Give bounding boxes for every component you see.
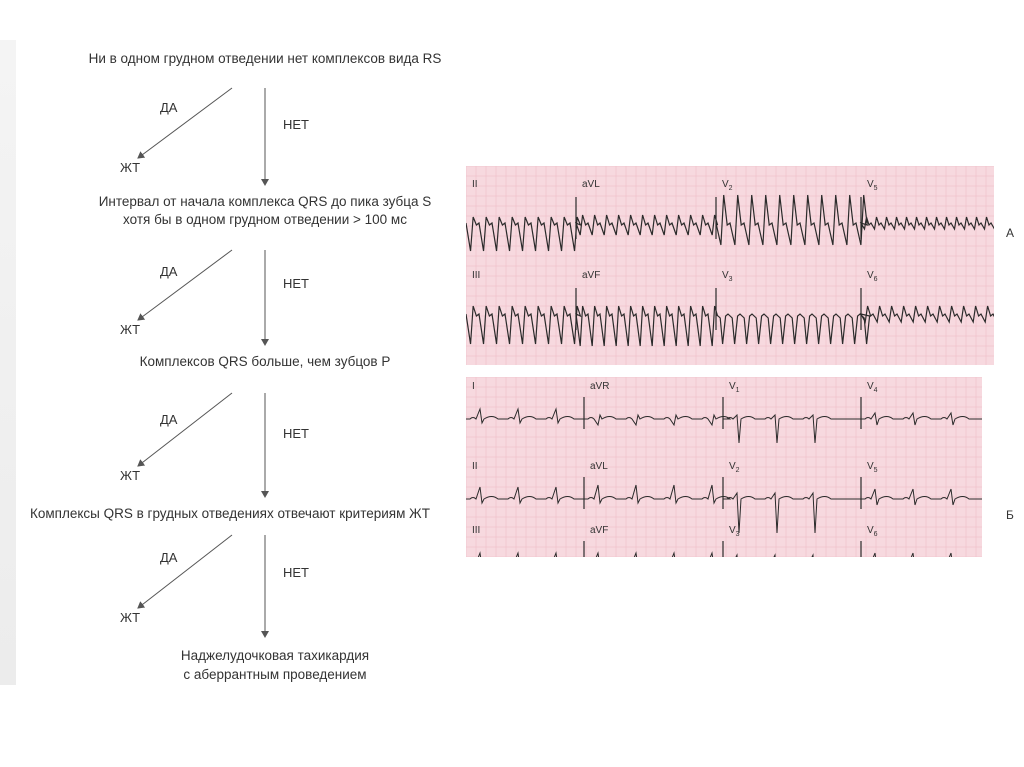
step-4-yes-label: ДА	[160, 550, 178, 565]
step-2-vt-result: ЖТ	[120, 322, 141, 337]
lead-label-a-ii: II	[472, 179, 478, 190]
lead-label-b-iii: III	[472, 525, 481, 536]
step-2-question-line2: хотя бы в одном грудном отведении > 100 мс	[123, 212, 407, 227]
lead-label-b-v3: $V_3$	[729, 525, 740, 538]
step-4-vt-result: ЖТ	[120, 610, 141, 625]
step-2-no-label: НЕТ	[283, 276, 309, 291]
ecg-panel-a-tag: А	[1006, 226, 1015, 240]
lead-label-b-avl: aVL	[590, 461, 608, 472]
step-2-yes-label: ДА	[160, 264, 178, 279]
lead-label-b-ii: II	[472, 461, 478, 472]
lead-label-b-v5: $V_5$	[867, 461, 878, 474]
step-1-yes-label: ДА	[160, 100, 178, 115]
lead-label-a-v5: $V_5$	[867, 179, 878, 192]
step-2-yes-arrow	[138, 250, 232, 320]
lead-label-b-v4: $V_4$	[867, 381, 878, 394]
step-3-yes-label: ДА	[160, 412, 178, 427]
step-1-vt-result: ЖТ	[120, 160, 141, 175]
lead-label-a-v6: $V_6$	[867, 270, 878, 283]
step-1-yes-arrow	[138, 88, 232, 158]
step-3-vt-result: ЖТ	[120, 468, 141, 483]
lead-label-a-v3: $V_3$	[722, 270, 733, 283]
step-4-no-label: НЕТ	[283, 565, 309, 580]
step-1-no-label: НЕТ	[283, 117, 309, 132]
lead-label-b-v6: $V_6$	[867, 525, 878, 538]
step-4-yes-arrow	[138, 535, 232, 608]
step-3-question: Комплексов QRS больше, чем зубцов P	[139, 354, 391, 369]
lead-label-a-v2: $V_2$	[722, 179, 733, 192]
ecg-panel-b-tag: Б	[1006, 508, 1014, 522]
ecg-panel-b	[466, 377, 982, 557]
step-3-yes-arrow	[138, 393, 232, 466]
lead-label-a-iii: III	[472, 270, 481, 281]
step-2-question-line1: Интервал от начала комплекса QRS до пика зубца S	[98, 194, 432, 209]
lead-label-a-avl: aVL	[582, 179, 600, 190]
ecg-panel-a	[466, 166, 994, 365]
final-conclusion-line1: Наджелудочковая тахикардия	[180, 648, 370, 663]
step-1-question: Ни в одном грудном отведении нет комплексов вида RS	[88, 51, 442, 66]
step-4-question: Комплексы QRS в грудных отведениях отвечают критериям ЖТ	[29, 506, 430, 521]
final-conclusion-line2: с аберрантным проведением	[183, 667, 367, 682]
step-3-no-label: НЕТ	[283, 426, 309, 441]
lead-label-b-v2: $V_2$	[729, 461, 740, 474]
lead-label-b-i: I	[472, 381, 475, 392]
lead-label-a-avf: aVF	[582, 270, 601, 281]
lead-label-b-v1: $V_1$	[729, 381, 740, 394]
lead-label-b-avr: aVR	[590, 381, 610, 392]
lead-label-b-avf: aVF	[590, 525, 609, 536]
